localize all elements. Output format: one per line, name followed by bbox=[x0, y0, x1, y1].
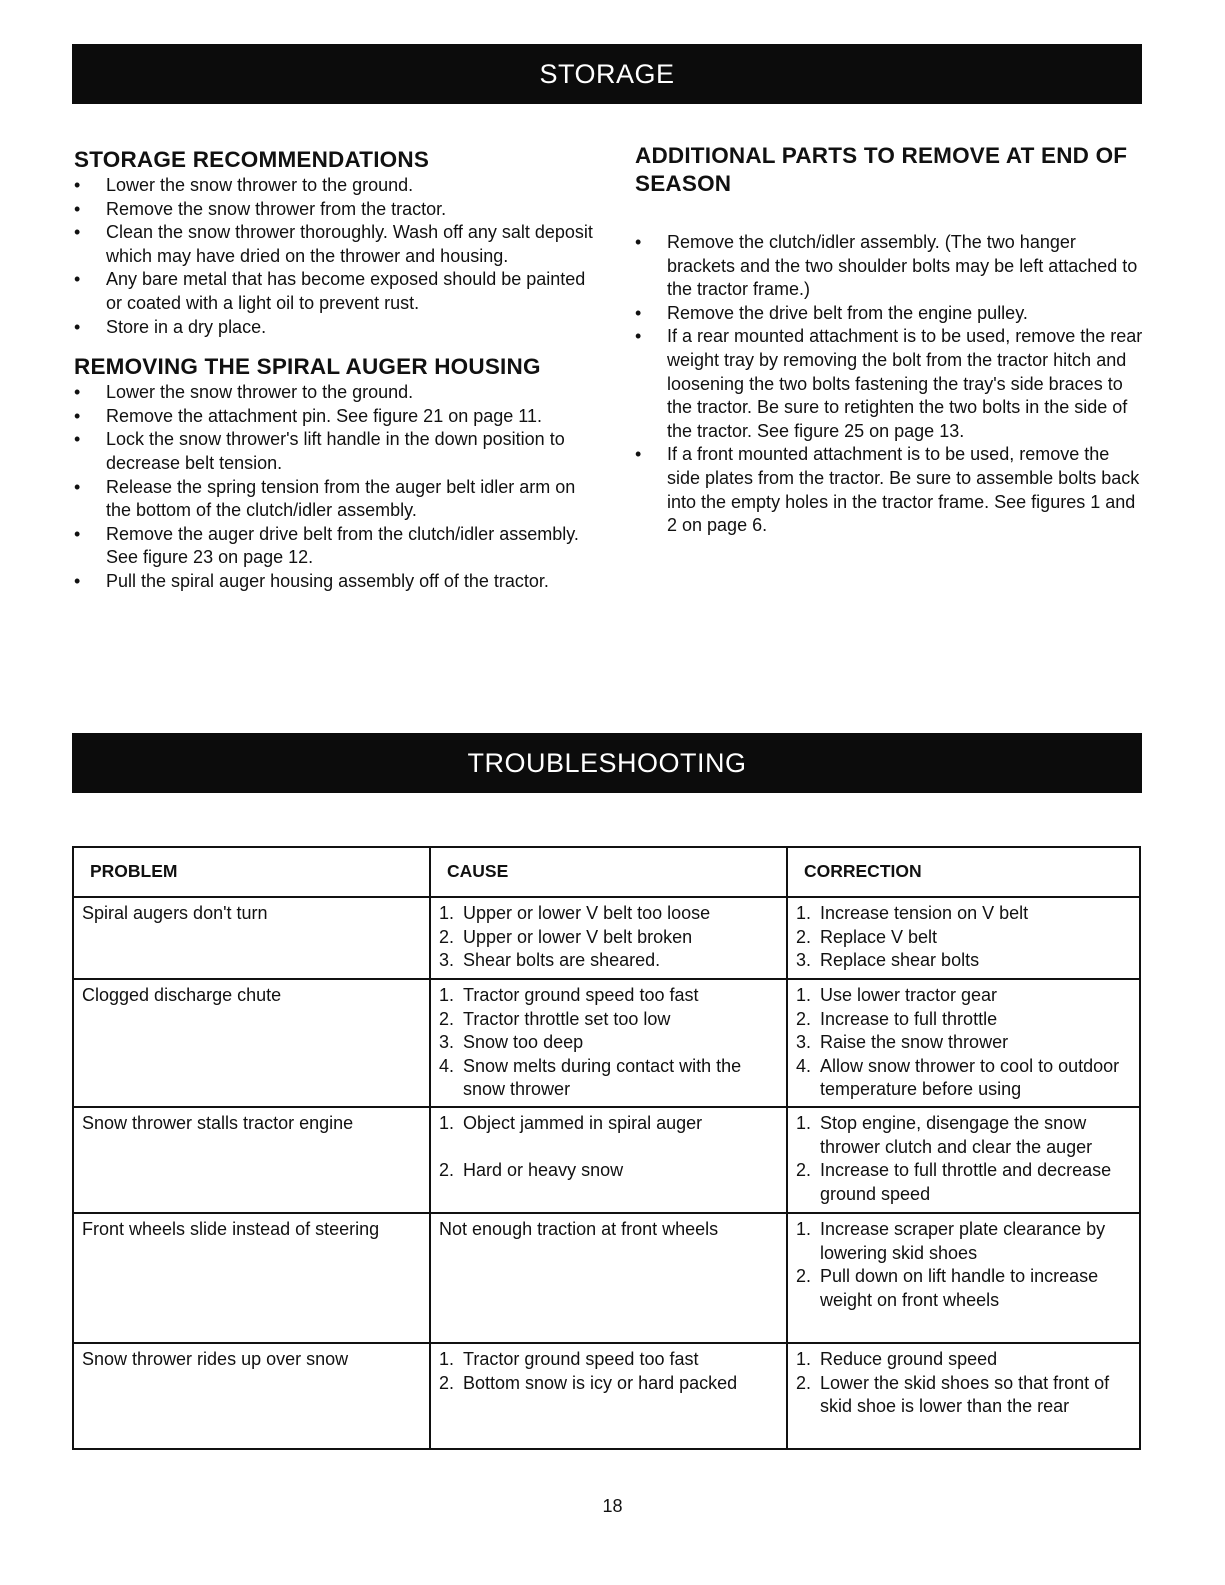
list-item: 3. Shear bolts are sheared. bbox=[439, 950, 661, 971]
list-item: • Remove the snow thrower from the tractor. bbox=[74, 198, 594, 222]
list-item: 1. Stop engine, disengage the snow thrower clutch and clear the auger bbox=[795, 1113, 1093, 1157]
storage-right-column bbox=[635, 142, 1145, 538]
list-item: 2. Upper or lower V belt broken bbox=[439, 926, 693, 947]
storage-banner bbox=[72, 44, 1142, 104]
troubleshooting-table bbox=[72, 846, 1141, 1450]
list-item: 3. Snow too deep bbox=[439, 1032, 584, 1053]
list-item: 2. Pull down on lift handle to increase weight on front wheels bbox=[795, 1266, 1099, 1310]
list-item: 4. Snow melts during contact with the snow thrower bbox=[439, 1055, 742, 1100]
list-item: 3. Replace shear bolts bbox=[795, 950, 980, 971]
table-row bbox=[73, 1213, 1140, 1343]
list-item: 1. Tractor ground speed too fast bbox=[439, 985, 699, 1005]
list-item: 3. Raise the snow thrower bbox=[795, 1032, 1009, 1053]
problem-cell: Snow thrower stalls tractor engine bbox=[73, 1107, 430, 1213]
cause-cell bbox=[430, 979, 787, 1107]
correction-cell bbox=[787, 897, 1140, 979]
list-item: 1. Reduce ground speed bbox=[795, 1349, 998, 1369]
cause-cell bbox=[430, 1107, 787, 1213]
list-item: 1. Increase tension on V belt bbox=[795, 903, 1029, 923]
list-item: 1. Object jammed in spiral auger bbox=[439, 1113, 703, 1133]
cause-cell bbox=[430, 1343, 787, 1449]
additional-parts-list bbox=[635, 231, 1145, 538]
list-item: • Any bare metal that has become exposed should be painted or coated with a light oil to prevent rust. bbox=[74, 268, 594, 315]
list-item: • Lower the snow thrower to the ground. bbox=[74, 381, 594, 405]
cause-cell: Not enough traction at front wheels bbox=[430, 1213, 787, 1343]
table-row bbox=[73, 979, 1140, 1107]
removing-auger-housing-list bbox=[74, 381, 594, 593]
problem-cell: Clogged discharge chute bbox=[73, 979, 430, 1107]
list-item: • If a rear mounted attachment is to be used, remove the rear weight tray by removing the bolt from the tractor hitch and loosening the two bolts fastening the tray's side braces to the tractor. Be sure to retighten the two bolts in the side of the tractor. See figure 25 on page 13. bbox=[635, 325, 1145, 443]
table-row bbox=[73, 1107, 1140, 1213]
list-item: 2. Bottom snow is icy or hard packed bbox=[439, 1372, 738, 1393]
troubleshooting-banner-title: TROUBLESHOOTING bbox=[467, 747, 747, 778]
list-item: • Store in a dry place. bbox=[74, 316, 594, 340]
list-item: 4. Allow snow thrower to cool to outdoor temperature before using bbox=[795, 1055, 1120, 1100]
list-item: 2. Increase to full throttle bbox=[795, 1008, 998, 1029]
list-item: • Remove the auger drive belt from the clutch/idler assembly. See figure 23 on page 12. bbox=[74, 523, 594, 570]
list-item: • Remove the clutch/idler assembly. (The two hanger brackets and the two shoulder bolts may be left attached to the tractor frame.) bbox=[635, 231, 1145, 302]
storage-left-column bbox=[74, 146, 594, 594]
header-problem: PROBLEM bbox=[73, 847, 430, 897]
list-item: 2. Replace V belt bbox=[795, 926, 938, 947]
list-item: • If a front mounted attachment is to be used, remove the side plates from the tractor. Be sure to assemble bolts back into the empty holes in the tractor frame. See figures 1 and 2 on page 6. bbox=[635, 443, 1145, 537]
correction-cell bbox=[787, 1213, 1140, 1343]
list-item: • Lock the snow thrower's lift handle in the down position to decrease belt tension. bbox=[74, 428, 594, 475]
list-item: • Clean the snow thrower thoroughly. Wash off any salt deposit which may have dried on the thrower and housing. bbox=[74, 221, 594, 268]
spacer bbox=[439, 1136, 780, 1160]
list-item: • Release the spring tension from the auger belt idler arm on the bottom of the clutch/idler assembly. bbox=[74, 476, 594, 523]
list-item: 2. Lower the skid shoes so that front of skid shoe is lower than the rear bbox=[795, 1372, 1110, 1417]
problem-cell: Snow thrower rides up over snow bbox=[73, 1343, 430, 1449]
additional-parts-heading: ADDITIONAL PARTS TO REMOVE AT END OF SEASON bbox=[635, 143, 1128, 196]
page-number: 18 bbox=[602, 1496, 623, 1516]
list-item: 1. Upper or lower V belt too loose bbox=[439, 903, 711, 923]
correction-cell bbox=[787, 979, 1140, 1107]
list-item: • Pull the spiral auger housing assembly off of the tractor. bbox=[74, 570, 594, 594]
list-item: • Remove the drive belt from the engine pulley. bbox=[635, 302, 1145, 326]
correction-cell bbox=[787, 1343, 1140, 1449]
table-row bbox=[73, 1343, 1140, 1449]
problem-cell: Spiral augers don't turn bbox=[73, 897, 430, 979]
storage-recommendations-heading: STORAGE RECOMMENDATIONS bbox=[74, 147, 430, 172]
list-item: 2. Tractor throttle set too low bbox=[439, 1008, 671, 1029]
list-item: 1. Use lower tractor gear bbox=[795, 985, 998, 1005]
list-item: 2. Hard or heavy snow bbox=[439, 1160, 624, 1181]
list-item: 1. Tractor ground speed too fast bbox=[439, 1349, 699, 1369]
troubleshooting-banner bbox=[72, 733, 1142, 793]
header-cause: CAUSE bbox=[430, 847, 787, 897]
storage-banner-title: STORAGE bbox=[539, 58, 675, 89]
storage-recommendations-list bbox=[74, 174, 594, 339]
removing-auger-housing-heading: REMOVING THE SPIRAL AUGER HOUSING bbox=[74, 354, 541, 380]
table-header-row bbox=[73, 847, 1140, 897]
header-correction: CORRECTION bbox=[787, 847, 1140, 897]
cause-cell bbox=[430, 897, 787, 979]
correction-cell bbox=[787, 1107, 1140, 1213]
list-item: • Remove the attachment pin. See figure 21 on page 11. bbox=[74, 405, 594, 429]
list-item: 1. Increase scraper plate clearance by lowering skid shoes bbox=[795, 1219, 1106, 1263]
table-row bbox=[73, 897, 1140, 979]
list-item: • Lower the snow thrower to the ground. bbox=[74, 174, 594, 198]
problem-cell: Front wheels slide instead of steering bbox=[73, 1213, 430, 1343]
list-item: 2. Increase to full throttle and decrease ground speed bbox=[795, 1160, 1112, 1204]
